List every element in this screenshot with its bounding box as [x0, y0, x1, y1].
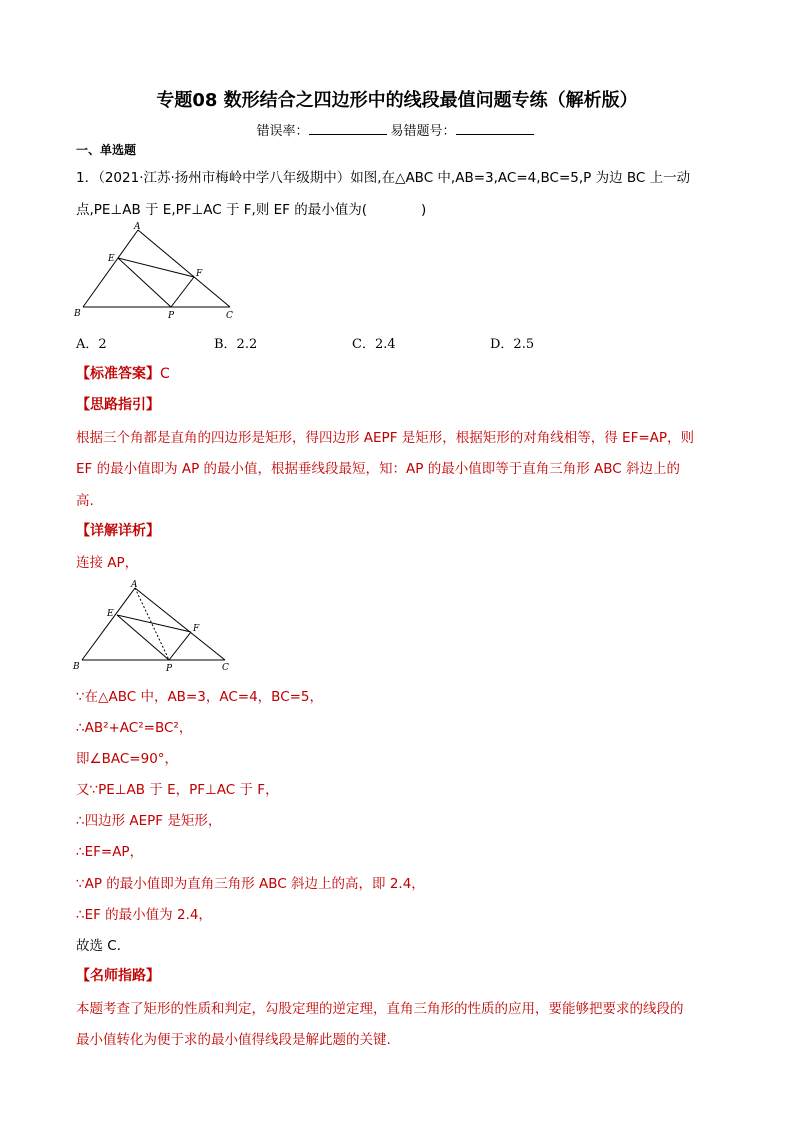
- label-P: P: [168, 311, 175, 321]
- label-C: C: [226, 311, 233, 321]
- answer-label: 【标准答案】: [76, 366, 160, 382]
- label-P-2: P: [166, 664, 173, 674]
- question-line-2: 点,PE⊥AB 于 E,PF⊥AC 于 F,则 EF 的最小值为( ): [76, 202, 427, 218]
- label-A-2: A: [131, 580, 138, 590]
- option-a: A．2: [76, 337, 107, 352]
- detail-step-2: ∴AB²+AC²=BC²，: [76, 720, 193, 736]
- label-E-2: E: [107, 609, 114, 619]
- triangle-figure-with-ap: [70, 580, 245, 675]
- label-B: B: [74, 309, 81, 319]
- meta-line: [0, 120, 794, 139]
- detail-step-6: ∴EF=AP，: [76, 844, 144, 860]
- error-rate-label: 错误率：: [256, 124, 309, 139]
- label-C-2: C: [222, 663, 229, 673]
- detail-label: 【详解详析】: [76, 523, 160, 539]
- hint-label: 【思路指引】: [76, 397, 160, 413]
- option-b: B．2.2: [214, 337, 258, 352]
- detail-step-4: 又∵PE⊥AB 于 E，PF⊥AC 于 F，: [76, 782, 279, 798]
- detail-step-3: 即∠BAC=90°，: [76, 751, 179, 767]
- detail-step-5: ∴四边形 AEPF 是矩形，: [76, 813, 222, 829]
- error-question-label: 易错题号：: [390, 124, 456, 139]
- answer-row: [76, 363, 170, 383]
- detail-step-7: ∵AP 的最小值即为直角三角形 ABC 斜边上的高，即 2.4，: [76, 876, 425, 892]
- teacher-line-1: 本题考查了矩形的性质和判定，勾股定理的逆定理，直角三角形的性质的应用，要能够把要求的线段的: [76, 1001, 684, 1017]
- detail-step-1: ∵在△ABC 中，AB=3，AC=4，BC=5，: [76, 689, 324, 705]
- detail-step-9: 故选 C．: [76, 938, 131, 954]
- option-c: C．2.4: [352, 337, 396, 352]
- page-title: 专题08 数形结合之四边形中的线段最值问题专练（解析版）: [156, 90, 638, 111]
- question-line-1: 1．（2021·江苏·扬州市梅岭中学八年级期中）如图,在△ABC 中,AB=3,AC=4,BC=5,P 为边 BC 上一动: [76, 170, 691, 186]
- detail-step-8: ∴EF 的最小值为 2.4，: [76, 907, 212, 923]
- teacher-label: 【名师指路】: [76, 968, 160, 984]
- detail-connect: 连接 AP，: [76, 555, 139, 571]
- answer-value: C: [160, 366, 170, 382]
- hint-line-2: EF 的最小值即为 AP 的最小值，根据垂线段最短，知：AP 的最小值即等于直角三角形 ABC 斜边上的: [76, 461, 680, 477]
- triangle-figure: [70, 222, 245, 322]
- label-F: F: [196, 269, 203, 279]
- option-d: D．2.5: [490, 337, 535, 352]
- teacher-line-2: 最小值转化为便于求的最小值得线段是解此题的关键.: [76, 1032, 391, 1048]
- label-E: E: [108, 254, 115, 264]
- label-A: A: [134, 222, 141, 232]
- error-rate-blank: [309, 122, 387, 135]
- label-F-2: F: [193, 624, 200, 634]
- hint-line-3: 高.: [76, 493, 94, 509]
- section-heading: 一、单选题: [76, 143, 137, 157]
- error-question-blank: [456, 122, 534, 135]
- hint-line-1: 根据三个角都是直角的四边形是矩形，得四边形 AEPF 是矩形，根据矩形的对角线相等，得 EF=AP，则: [76, 430, 695, 446]
- label-B-2: B: [73, 662, 80, 672]
